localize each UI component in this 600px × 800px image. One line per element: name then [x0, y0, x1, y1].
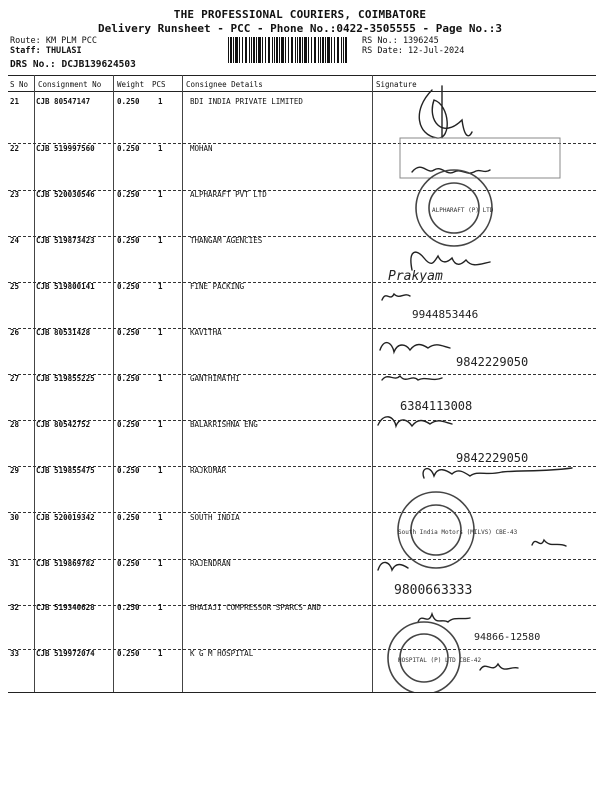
row-consignment: CJB 519800141 — [36, 282, 95, 291]
row-consignee: BALAKRISHNA ENG — [190, 420, 258, 429]
company-title: THE PROFESSIONAL COURIERS, COIMBATORE — [173, 8, 427, 21]
row-sno: 23 — [10, 190, 20, 199]
row-sno: 28 — [10, 420, 20, 429]
row-consignment: CJB 80542752 — [36, 420, 91, 429]
row-sno: 33 — [10, 649, 20, 658]
row-weight: 0.250 — [117, 236, 140, 245]
barcode-bar — [253, 37, 255, 63]
runsheet-subtitle: Delivery Runsheet - PCC - Phone No.:0422-3505555 - Page No.:3 — [98, 22, 502, 35]
rs-date: RS Date: 12-Jul-2024 — [362, 46, 465, 56]
barcode-bar — [325, 37, 326, 63]
row-consignment: CJB 519972074 — [36, 649, 95, 658]
handwritten-name: Prakyam — [388, 269, 443, 284]
row-pcs: 1 — [158, 559, 163, 568]
handwritten-phone: 9842229050 — [456, 355, 529, 369]
row-pcs: 1 — [158, 282, 163, 291]
barcode-bar — [302, 37, 303, 63]
barcode-bar — [285, 37, 286, 63]
barcode-bar — [331, 37, 332, 63]
barcode-bar — [262, 37, 263, 63]
stamp-alpharaft: ALPHARAFT (P) LTD — [432, 207, 494, 214]
barcode-bar — [311, 37, 312, 63]
row-consignee: MOHAN — [190, 144, 213, 153]
row-consignee: BDI INDIA PRIVATE LIMITED — [190, 97, 303, 106]
col-weight: Weight — [117, 80, 145, 89]
barcode-bar — [242, 37, 243, 63]
row-consignee: BHAIAJI COMPRESSOR SPARCS AND — [190, 603, 321, 612]
row-weight: 0.250 — [117, 420, 140, 429]
row-consignee: KAVITHA — [190, 328, 222, 337]
row-weight: 0.250 — [117, 190, 140, 199]
row-consignment: CJB 519997560 — [36, 144, 95, 153]
barcode-bar — [318, 37, 319, 63]
row-consignee: K G M HOSPITAL — [190, 649, 254, 658]
row-weight: 0.250 — [117, 97, 140, 106]
row-pcs: 1 — [158, 190, 163, 199]
row-sno: 31 — [10, 559, 20, 568]
handwritten-phone: 6384113008 — [400, 399, 473, 413]
rs-number: RS No.: 1396245 — [362, 36, 439, 46]
row-sno: 27 — [10, 374, 20, 383]
staff-label: Staff: THULASI — [10, 46, 82, 56]
stamp-hospital: HOSPITAL (P) LTD CBE-42 — [398, 657, 482, 664]
row-sno: 25 — [10, 282, 20, 291]
row-consignee: THANGAM AGENCIES — [190, 236, 263, 245]
row-consignee: ALPHARAFT PVT LTD — [190, 190, 267, 199]
table-top-border — [8, 75, 596, 76]
barcode-bar — [288, 37, 289, 63]
col-pcs: PCS — [152, 80, 166, 89]
row-sno: 29 — [10, 466, 20, 475]
barcode-bar — [258, 37, 261, 63]
barcode-bar — [345, 37, 347, 63]
row-weight: 0.250 — [117, 466, 140, 475]
barcode-bar — [265, 37, 266, 63]
col-consignment: Consignment No — [38, 80, 102, 89]
row-weight: 0.250 — [117, 144, 140, 153]
barcode-bar — [327, 37, 330, 63]
handwritten-phone: 9842229050 — [456, 451, 529, 465]
col-signature: Signature — [376, 80, 417, 89]
row-consignee: RAJENDRAN — [190, 559, 231, 568]
row-pcs: 1 — [158, 374, 163, 383]
row-consignment: CJB 80547147 — [36, 97, 91, 106]
row-weight: 0.250 — [117, 649, 140, 658]
row-pcs: 1 — [158, 144, 163, 153]
row-consignment: CJB 519340628 — [36, 603, 95, 612]
row-consignee: RAJKUMAR — [190, 466, 227, 475]
barcode-bar — [276, 37, 278, 63]
row-pcs: 1 — [158, 328, 163, 337]
barcode-bar — [337, 37, 339, 63]
barcode-bar — [322, 37, 324, 63]
row-pcs: 1 — [158, 420, 163, 429]
col-consignee: Consignee Details — [186, 80, 263, 89]
barcode-bar — [256, 37, 257, 63]
row-consignment: CJB 519873423 — [36, 236, 95, 245]
barcode-bar — [233, 37, 234, 63]
barcode-bar — [320, 37, 321, 63]
row-pcs: 1 — [158, 649, 163, 658]
row-weight: 0.250 — [117, 513, 140, 522]
row-consignment: CJB 519855475 — [36, 466, 95, 475]
row-weight: 0.250 — [117, 282, 140, 291]
stamp-south-india: South India Motors (MILVS) CBE-43 — [398, 529, 518, 536]
row-pcs: 1 — [158, 603, 163, 612]
row-consignment: CJB 520019342 — [36, 513, 95, 522]
row-weight: 0.250 — [117, 603, 140, 612]
table-bottom-border — [8, 692, 596, 693]
signature-scribbles — [372, 80, 600, 692]
row-sno: 32 — [10, 603, 20, 612]
drs-number: DRS No.: DCJB139624503 — [10, 59, 136, 70]
barcode — [228, 37, 348, 63]
barcode-bar — [251, 37, 252, 63]
row-sno: 30 — [10, 513, 20, 522]
barcode-bar — [343, 37, 344, 63]
barcode-bar — [268, 37, 270, 63]
barcode-bar — [334, 37, 335, 63]
col-sno: S No — [10, 80, 29, 89]
barcode-bar — [308, 37, 309, 63]
row-sno: 21 — [10, 97, 20, 106]
barcode-bar — [228, 37, 229, 63]
row-consignment: CJB 80531428 — [36, 328, 91, 337]
barcode-bar — [314, 37, 316, 63]
row-weight: 0.250 — [117, 328, 140, 337]
handwritten-phone: 9944853446 — [412, 308, 479, 321]
barcode-bar — [299, 37, 301, 63]
barcode-bar — [245, 37, 247, 63]
row-consignment: CJB 520030546 — [36, 190, 95, 199]
barcode-bar — [249, 37, 250, 63]
barcode-bar — [230, 37, 232, 63]
row-consignee: SOUTH INDIA — [190, 513, 240, 522]
row-pcs: 1 — [158, 466, 163, 475]
row-sno: 26 — [10, 328, 20, 337]
row-sno: 24 — [10, 236, 20, 245]
row-pcs: 1 — [158, 236, 163, 245]
row-consignee: GANTHIMATHI — [190, 374, 240, 383]
row-pcs: 1 — [158, 513, 163, 522]
row-pcs: 1 — [158, 97, 163, 106]
row-consignee: FINE PACKING — [190, 282, 245, 291]
barcode-bar — [281, 37, 284, 63]
barcode-bar — [239, 37, 240, 63]
barcode-bar — [295, 37, 296, 63]
barcode-bar — [297, 37, 298, 63]
row-weight: 0.250 — [117, 374, 140, 383]
route-label: Route: KM PLM PCC — [10, 36, 97, 46]
row-consignment: CJB 519855225 — [36, 374, 95, 383]
row-sno: 22 — [10, 144, 20, 153]
handwritten-phone: 9800663333 — [394, 583, 473, 598]
row-consignment: CJB 519869782 — [36, 559, 95, 568]
barcode-bar — [274, 37, 275, 63]
barcode-bar — [291, 37, 293, 63]
row-weight: 0.250 — [117, 559, 140, 568]
barcode-bar — [304, 37, 307, 63]
barcode-bar — [235, 37, 238, 63]
barcode-bar — [341, 37, 342, 63]
barcode-bar — [272, 37, 273, 63]
barcode-bar — [279, 37, 280, 63]
handwritten-phone: 94866-12580 — [474, 632, 541, 643]
